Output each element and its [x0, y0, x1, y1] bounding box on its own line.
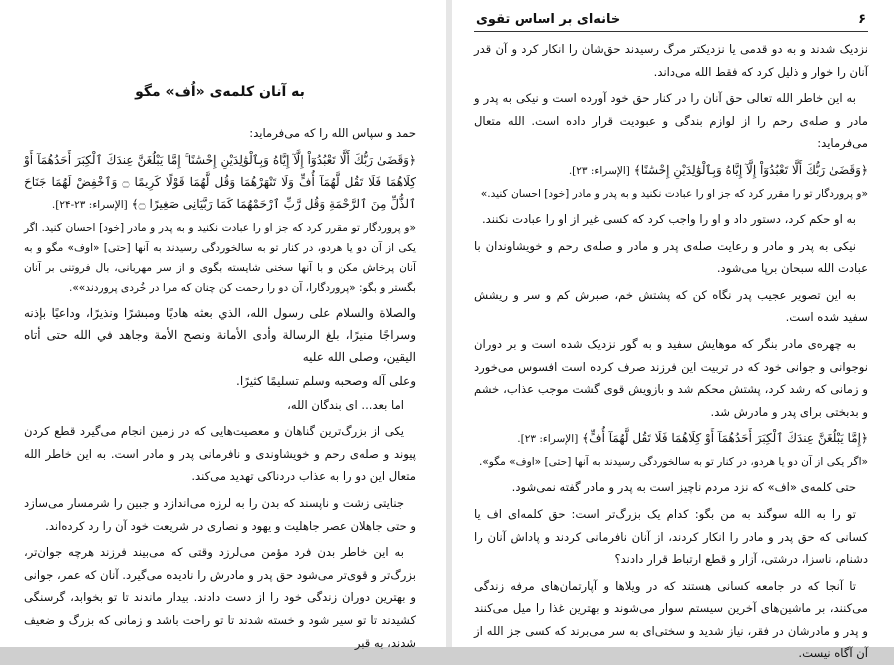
- verse-reference: [الإسراء: ۲۳-۲۴].: [51, 198, 128, 211]
- verse-text: ﴿وَقَضَىٰ رَبُّكَ أَلَّا تَعْبُدُوٓاْ إِلَّآ إِيَّاهُ وَبِٱلْوَٰلِدَيْنِ إِحْسَٰنًا﴾: [633, 162, 868, 177]
- page-number: ۶: [858, 12, 866, 27]
- paragraph: نزدیک شدند و به دو قدمی یا نزدیکتر مرگ رسیدند حق‌شان را انکار کرد و آن قدر آنان را خوار و ذلیل کرد که فقط الله می‌داند.: [474, 42, 868, 79]
- quran-verse: [24, 149, 416, 216]
- right-page: [452, 0, 894, 661]
- intro-line: حمد و سپاس الله را که می‌فرماید:: [249, 126, 416, 140]
- verse-translation: «و پروردگار تو مقرر کرد که جز او را عبادت نکنید و به پدر و مادر [خود] احسان کنید. اگر یکی از آن دو یا هردو، در کنار تو به سالخوردگی رسیدند به آنها [حتی] «اوف» مگو و به آنان پرخاش مکن و با آنها سخنی شایسته بگوی و از سر مهربانی، بال فروتنی بر آنان بگستر و بگو: «پروردگارا، آن دو را رحمت کن چنان که مرا در خُردی پروردند»».: [24, 221, 416, 294]
- left-page: [0, 0, 446, 650]
- paragraph: یکی از بزرگ‌ترین گناهان و معصیت‌هایی که در زمین انجام می‌گیرد قطع کردن پیوند و صله‌ی رحم و خویشاوندی و نافرمانی پدر و مادر است. به این خاطر الله متعال این دو را به عذاب دردناکی تهدید می‌کند.: [24, 424, 416, 484]
- paragraph: حتی کلمه‌ی «اف» که نزد مردم ناچیز است به پدر و مادر گفته نمی‌شود.: [511, 480, 856, 495]
- running-title: خانه‌ای بر اساس تقوی: [476, 12, 621, 27]
- verse-reference: [الإسراء: ۲۳].: [517, 433, 579, 446]
- verse-text: ﴿وَقَضَىٰ رَبُّكَ أَلَّا تَعْبُدُوٓاْ إِلَّآ إِيَّاهُ وَبِٱلْوَٰلِدَيْنِ إِحْسَٰنًا ۚ إِمَّا يَبْلُغَنَّ عِندَكَ ٱلْكِبَرَ أَحَدُهُمَآ أَوْ كِلَاهُمَا فَلَا تَقُل لَّهُمَآ أُفٍّ وَلَا تَنْهَرْهُمَا وَقُل لَّهُمَا قَوْلًا كَرِيمًا ۝ وَٱخْفِضْ لَهُمَا جَنَاحَ ٱلذُّلِّ مِنَ ٱلرَّحْمَةِ وَقُل رَّبِّ ٱرْحَمْهُمَا كَمَا رَبَّيَانِى صَغِيرًا ۝﴾: [24, 152, 417, 211]
- verse-translation: «و پروردگار تو را مقرر کرد که جز او را عبادت نکنید و به پدر و مادر [خود] احسان کنید.»: [480, 187, 868, 200]
- verse-text: ﴿إِمَّا يَبْلُغَنَّ عِندَكَ ٱلْكِبَرَ أَحَدُهُمَآ أَوْ كِلَاهُمَا فَلَا تَقُل لَّهُمَآ أُفٍّ﴾: [582, 431, 868, 446]
- paragraph: نیکی به پدر و مادر و رعایت صله‌ی پدر و مادر و صله‌ی رحم و خویشاوندان با عبادت الله سبحان برپا می‌شود.: [474, 238, 868, 276]
- address-line: اما بعد... ای بندگان الله،: [287, 397, 404, 412]
- quran-verse: [474, 159, 868, 182]
- paragraph: به این خاطر الله تعالی حق آنان را در کنار حق خود آورده است و نیکی به پدر و مادر و صله‌ی رحم را از لوازم بندگی و عبودیت قرار داده است. الله متعال می‌فرماید:: [474, 91, 868, 151]
- paragraph: به چهره‌ی مادر بنگر که موهایش سفید و به گور نزدیک شده است و بر دوران نوجوانی و جوانی خود که در تربیت این فرزند صرف کرده است افسوس می‌خورد و زمانی که رشد کرد، پشتش محکم شد و بازویش قوی گشت موجب عذاب، خشم و بدبختی برای پدر و مادرش شد.: [474, 336, 868, 419]
- salawat-line-end: وعلى آله وصحبه وسلم تسليمًا كثيرًا.: [236, 373, 416, 388]
- verse-translation: «اگر یکی از آن دو یا هردو، در کنار تو به سالخوردگی رسیدند به آنها [حتی] «اوف» مگو».: [478, 456, 868, 469]
- verse-reference: [الإسراء: ۲۳].: [568, 164, 630, 177]
- paragraph: به این خاطر بدن فرد مؤمن می‌لرزد وقتی که می‌بیند فرزند هرچه جوان‌تر، بزرگ‌تر و قوی‌تر می‌شود حق پدر و مادرش را نادیده می‌گیرد. آنان که عمر، جوانی و بهترین دوران زندگی خود را از دست دادند. بیدار ماندند تا تو بخوابد، گرسنگی کشیدند تا تو سیر شود و خسته شدند تا تو راحت باشد و زمانی که بزرگ و ضعیف شدند، به قبر: [24, 545, 416, 650]
- salawat-line: والصلاة والسلام على رسول الله، الذي بعثه هاديًا ومبشرًا ونذيرًا، وداعيًا بإذنه وسراجًا منيرًا، بلغ الرسالة وأدى الأمانة ونصح الأمة وجاهد في الله حتى أتاه اليقين، وصلى الله عليه: [24, 305, 416, 364]
- paragraph: جنایتی زشت و ناپسند که بدن را به لرزه می‌اندازد و جبین را شرمسار می‌سازد و حتی جاهلان عصر جاهلیت و یهود و نصاری در شریعت خود آن را رد کرده‌اند.: [24, 495, 416, 533]
- chapter-title: به آنان کلمه‌ی «اُف» مگو: [135, 84, 305, 100]
- paragraph: به این تصویر عجیب پدر نگاه کن که پشتش خم، صبرش کم و سر و ریشش سفید شده است.: [474, 287, 868, 325]
- quran-verse: [474, 427, 868, 450]
- running-header: [474, 4, 868, 32]
- paragraph: تو را به الله سوگند به من بگو: کدام یک بزرگ‌تر است: حق کلمه‌ای اف یا کسانی که حق پدر و مادر را انکار کردند، از آنان نافرمانی کردند و پاداش آنان را دشنام، ناسزا، درشتی، آزار و قطع ارتباط قرار دادند؟: [474, 506, 868, 567]
- paragraph: به او حکم کرد، دستور داد و او را واجب کرد که کسی غیر از او را عبادت نکنند.: [481, 211, 856, 226]
- paragraph: تا آنجا که در جامعه کسانی هستند که در ویلاها و آپارتمان‌های مرفه زندگی می‌کنند، بر ماشین‌های آخرین سیستم سوار می‌شوند و بهترین غذا را میل می‌کنند و پدر و مادرشان در فقر، نیاز شدید و سختی‌ای به سر می‌برند که کسی جز الله از آن آگاه نیست.: [474, 578, 868, 661]
